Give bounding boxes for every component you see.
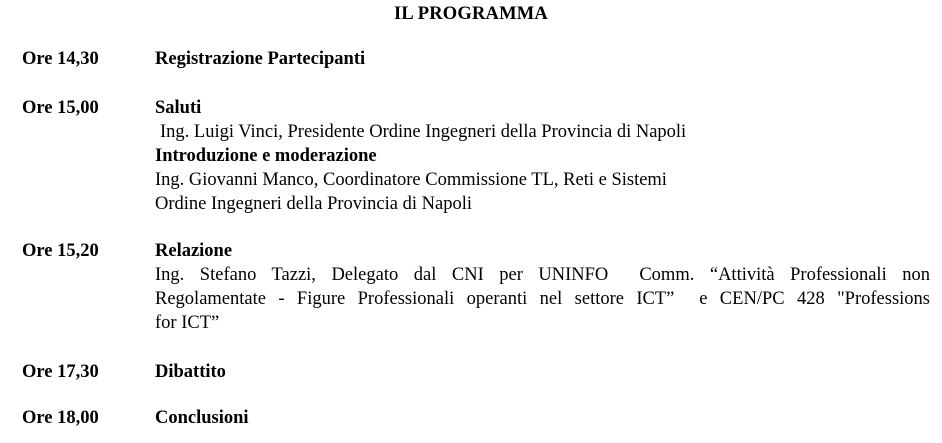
item-detail-line: for ICT” — [155, 313, 220, 333]
item-content — [155, 239, 930, 335]
item-detail: Ordine Ingegneri della Provincia di Napoli — [155, 194, 472, 214]
item-time: Ore 15,20 — [22, 241, 99, 261]
item-time: Ore 18,00 — [22, 408, 99, 428]
item-heading: Relazione — [155, 241, 233, 261]
item-content — [155, 406, 930, 430]
item-content — [155, 47, 930, 71]
item-detail: Ing. Giovanni Manco, Coordinatore Commissione TL, Reti e Sistemi — [155, 170, 667, 190]
item-detail-line: Regolamentate - Figure Professionali operanti nel settore ICT” e CEN/PC 428 "Professions — [155, 289, 930, 309]
item-time: Ore 17,30 — [22, 362, 99, 382]
item-content — [155, 360, 930, 384]
item-heading: Dibattito — [155, 362, 226, 382]
item-heading: Conclusioni — [155, 408, 249, 428]
item-detail-paragraph — [155, 263, 930, 335]
item-detail: Ing. Luigi Vinci, Presidente Ordine Ingegneri della Provincia di Napoli — [160, 122, 687, 142]
item-content — [155, 96, 930, 216]
item-detail-line: Ing. Stefano Tazzi, Delegato dal CNI per UNINFO Comm. “Attività Professionali non — [155, 265, 930, 285]
item-time: Ore 14,30 — [22, 49, 99, 69]
page-title: IL PROGRAMMA — [394, 4, 548, 24]
item-time: Ore 15,00 — [22, 98, 99, 118]
item-subheading: Introduzione e moderazione — [155, 146, 377, 166]
item-heading: Registrazione Partecipanti — [155, 49, 366, 69]
item-heading: Saluti — [155, 98, 202, 118]
